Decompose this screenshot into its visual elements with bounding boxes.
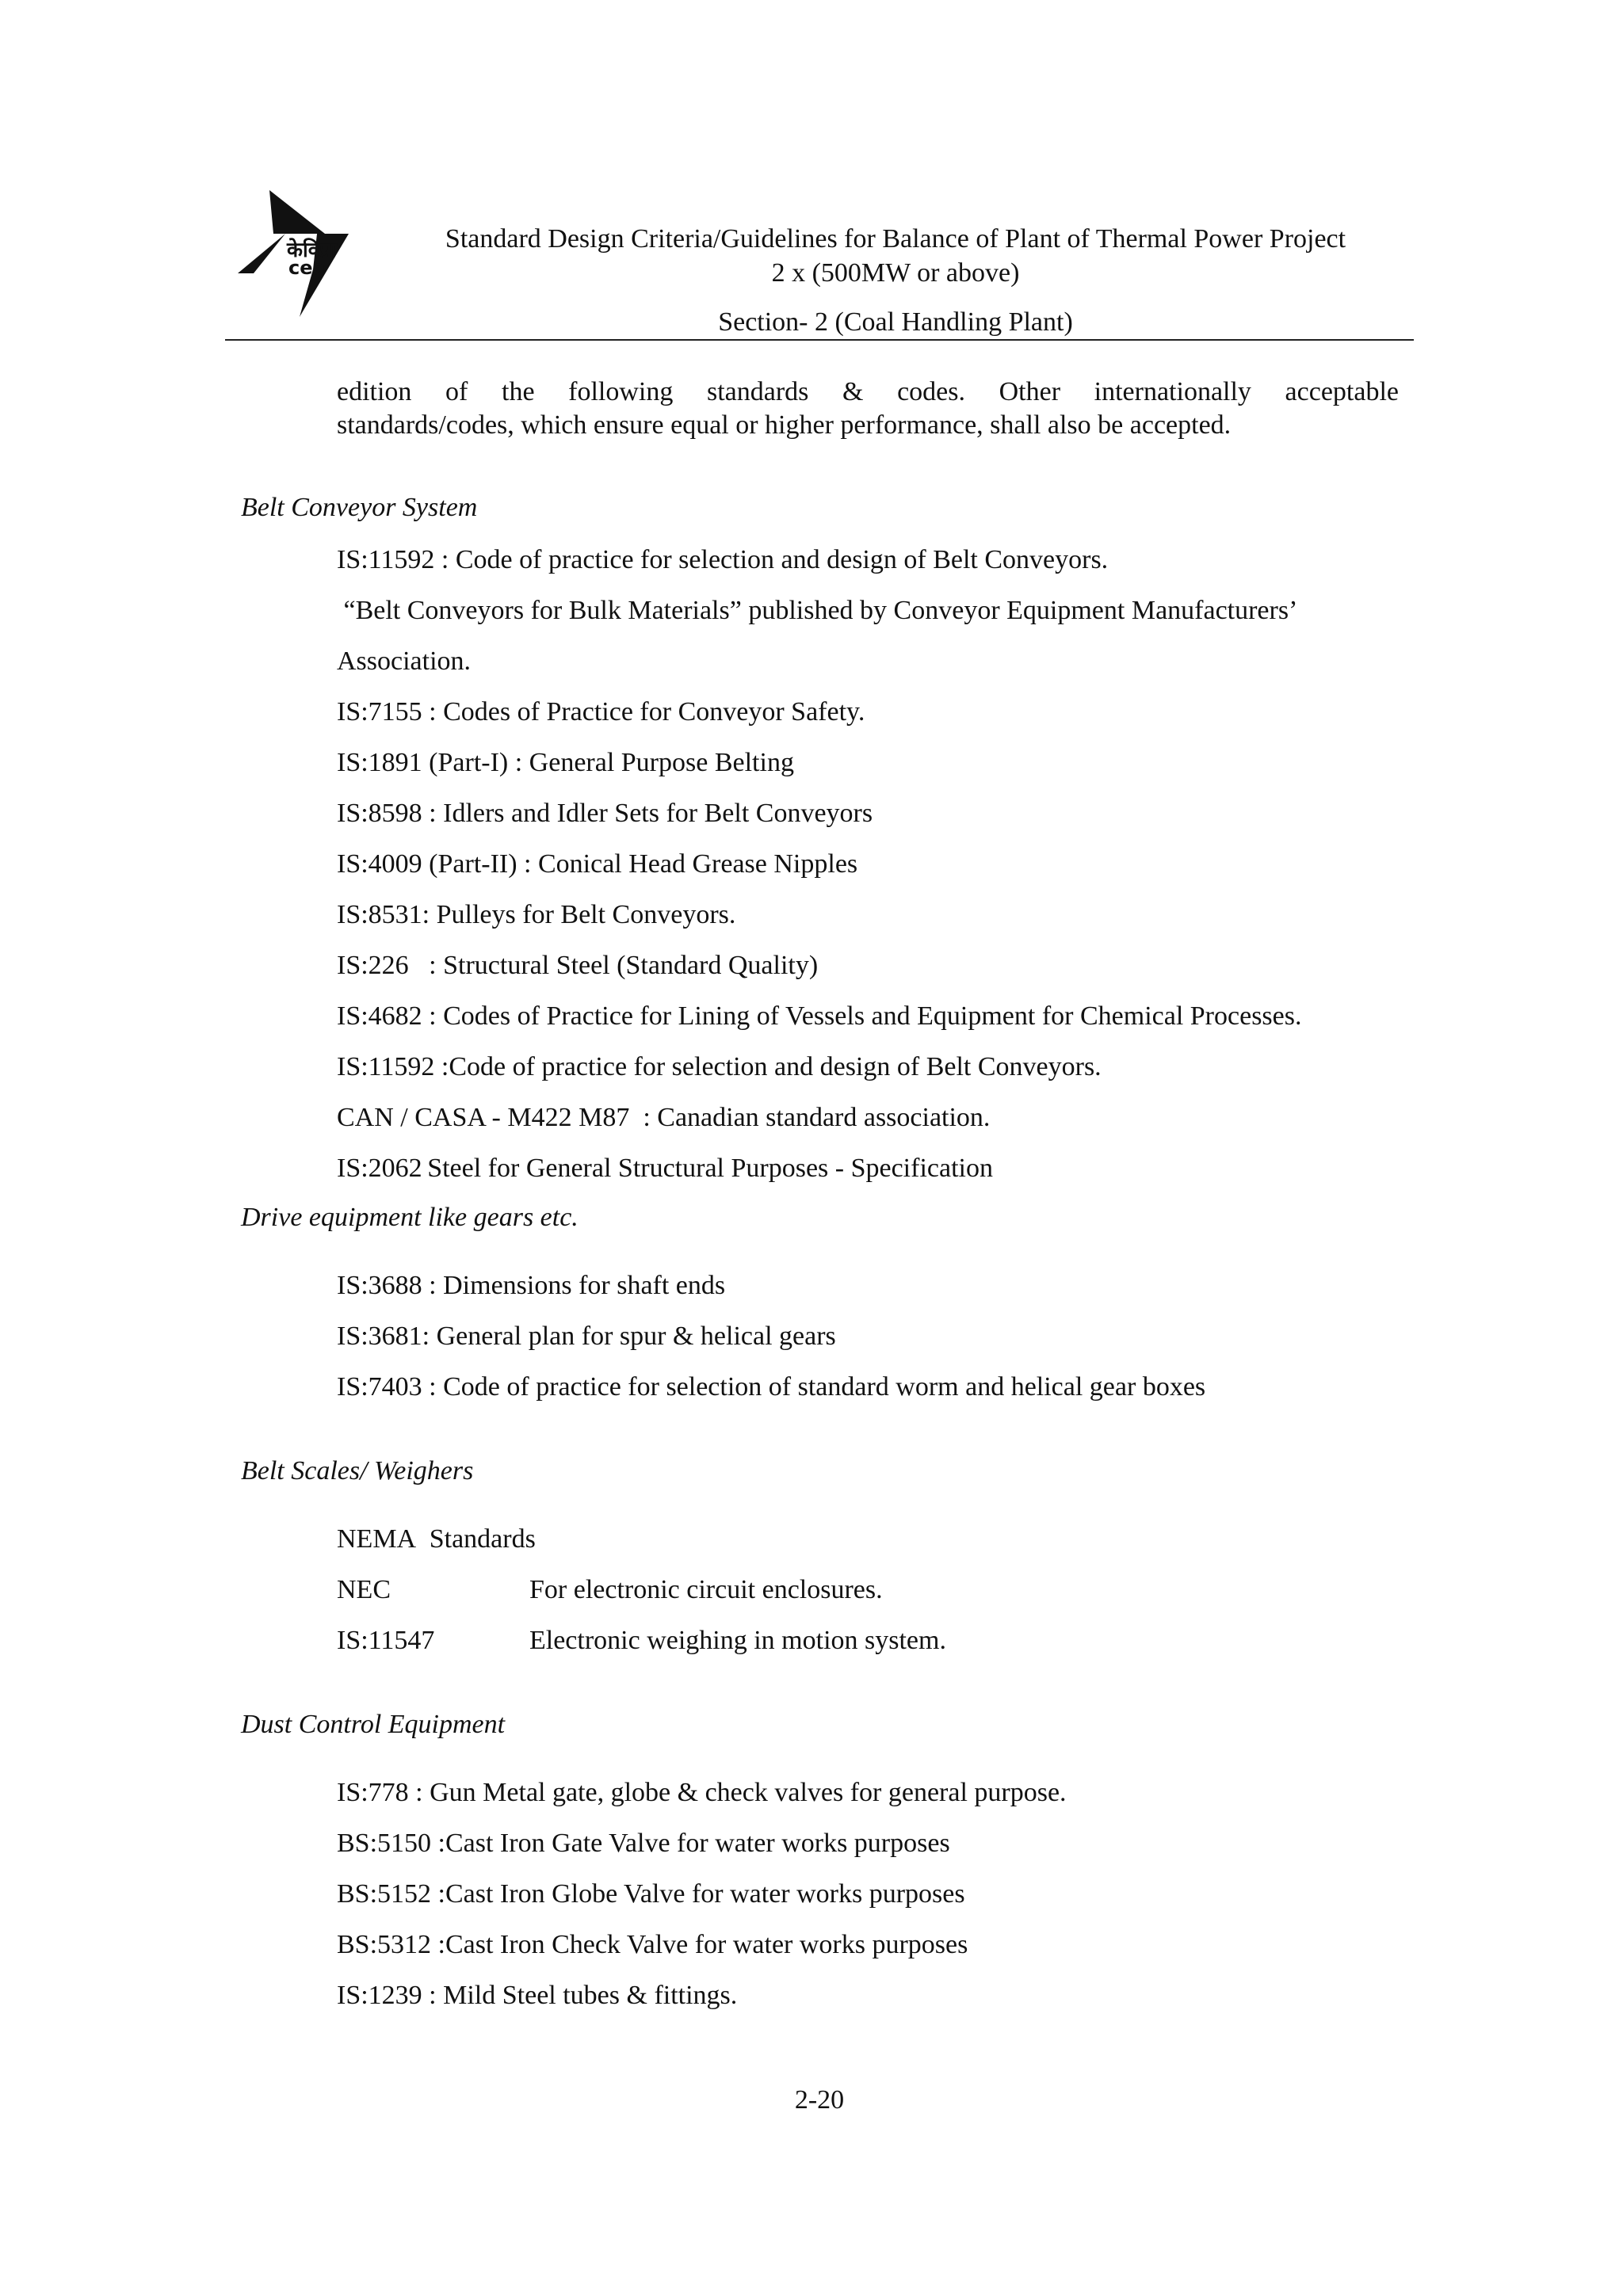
list-item: BS:5152 :Cast Iron Globe Valve for water works purposes xyxy=(337,1879,965,1909)
list-item: IS:8598 : Idlers and Idler Sets for Belt Conveyors xyxy=(337,799,873,828)
list-item: IS:8531: Pulleys for Belt Conveyors. xyxy=(337,900,736,929)
list-item: IS:1891 (Part-I) : General Purpose Belting xyxy=(337,748,794,777)
list-item xyxy=(337,1573,1129,1607)
intro-line-2: standards/codes, which ensure equal or higher performance, shall also be accepted. xyxy=(337,410,1232,440)
list-item: IS:7403 : Code of practice for selection of standard worm and helical gear boxes xyxy=(337,1372,1206,1402)
standard-code: NEMA xyxy=(337,1524,415,1554)
cea-logo-icon xyxy=(238,190,357,317)
list-item: “Belt Conveyors for Bulk Materials” published by Conveyor Equipment Manufacturers’ xyxy=(337,596,1298,625)
page-number: 2-20 xyxy=(794,2085,845,2115)
list-item: IS:11592 : Code of practice for selection and design of Belt Conveyors. xyxy=(337,545,1109,574)
section-heading-dust-control: Dust Control Equipment xyxy=(241,1710,506,1739)
standard-description: Standards xyxy=(429,1524,536,1554)
standard-description: For electronic circuit enclosures. xyxy=(529,1575,883,1604)
list-item: Association. xyxy=(337,646,472,676)
list-item xyxy=(337,1523,536,1556)
document-title-line-1: Standard Design Criteria/Guidelines for Balance of Plant of Thermal Power Project xyxy=(445,224,1346,254)
logo-text-cea: cea xyxy=(288,257,326,279)
standard-code: IS:2062 xyxy=(337,1154,422,1183)
section-heading-belt-scales: Belt Scales/ Weighers xyxy=(241,1456,474,1486)
list-item: IS:778 : Gun Metal gate, globe & check valves for general purpose. xyxy=(337,1778,1067,1807)
standard-description: Electronic weighing in motion system. xyxy=(529,1626,946,1655)
section-title: Section- 2 (Coal Handling Plant) xyxy=(718,307,1073,337)
standard-code: NEC xyxy=(337,1575,391,1604)
standard-code: IS:11547 xyxy=(337,1626,435,1655)
logo xyxy=(238,190,357,317)
logo-text-hindi: केविप्रा xyxy=(287,238,337,262)
document-title-line-2: 2 x (500MW or above) xyxy=(771,258,1020,288)
list-item: IS:3688 : Dimensions for shaft ends xyxy=(337,1271,726,1300)
list-item xyxy=(337,1152,993,1185)
intro-line-1: edition of the following standards & codes. Other internationally acceptable xyxy=(337,377,1399,406)
list-item: IS:4682 : Codes of Practice for Lining of Vessels and Equipment for Chemical Processes. xyxy=(337,1001,1302,1031)
header-rule xyxy=(225,339,1414,341)
list-item: BS:5312 :Cast Iron Check Valve for water works purposes xyxy=(337,1930,968,1959)
list-item: IS:11592 :Code of practice for selection and design of Belt Conveyors. xyxy=(337,1052,1102,1081)
list-item: BS:5150 :Cast Iron Gate Valve for water works purposes xyxy=(337,1829,950,1858)
section-heading-drive-equipment: Drive equipment like gears etc. xyxy=(241,1203,579,1232)
list-item: IS:7155 : Codes of Practice for Conveyor Safety. xyxy=(337,697,865,727)
list-item xyxy=(337,1624,1129,1657)
standard-description: Steel for General Structural Purposes - Specification xyxy=(427,1154,993,1183)
list-item: IS:4009 (Part-II) : Conical Head Grease Nipples xyxy=(337,849,858,879)
list-item: CAN / CASA - M422 M87 : Canadian standard association. xyxy=(337,1103,991,1132)
list-item: IS:1239 : Mild Steel tubes & fittings. xyxy=(337,1981,738,2010)
list-item: IS:226 : Structural Steel (Standard Quality) xyxy=(337,951,819,980)
list-item: IS:3681: General plan for spur & helical gears xyxy=(337,1322,836,1351)
section-heading-belt-conveyor: Belt Conveyor System xyxy=(241,493,478,522)
